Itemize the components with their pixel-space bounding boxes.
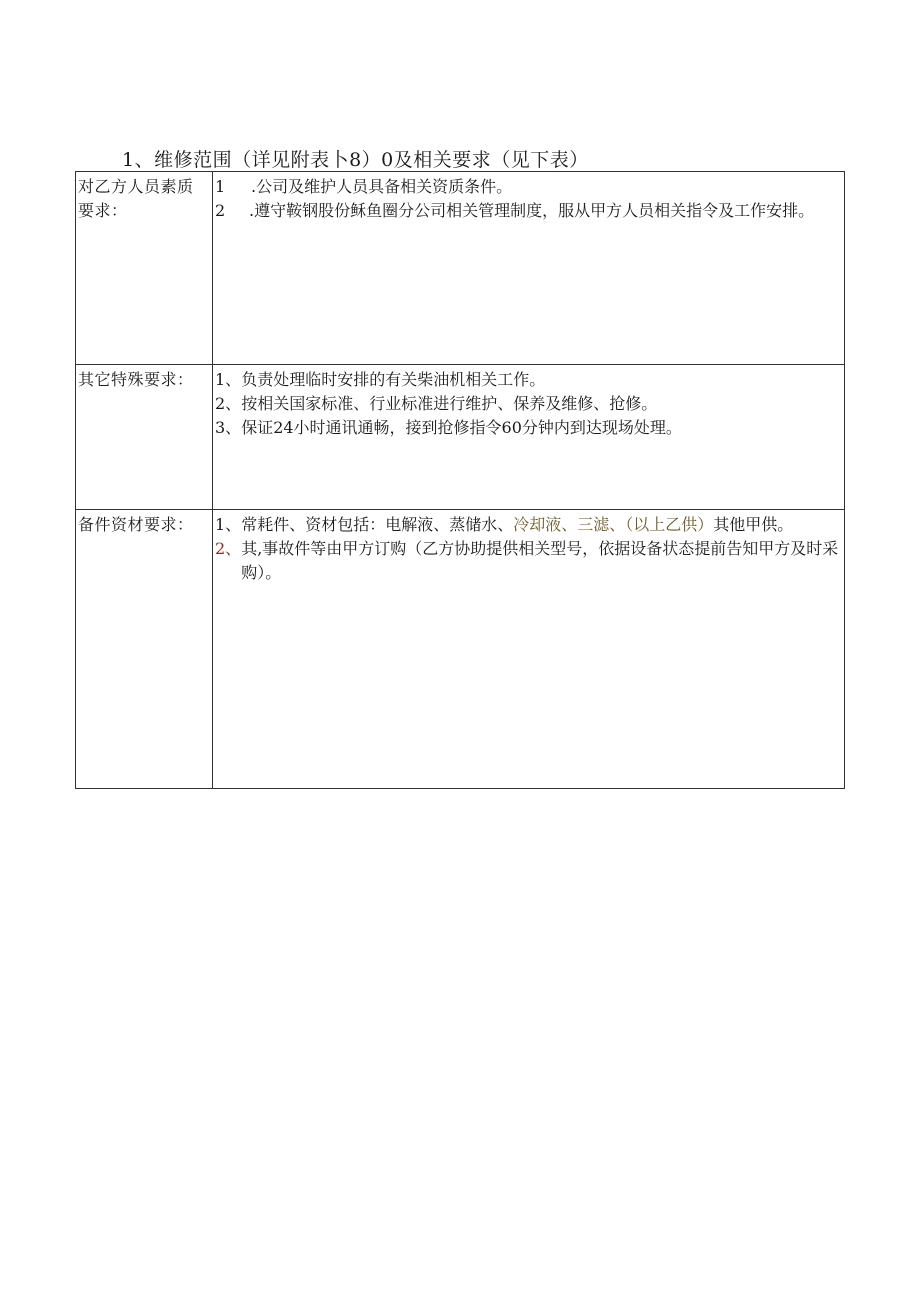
list-item [215, 175, 840, 199]
row-label: 其它特殊要求： [78, 370, 194, 389]
row-label-cell [76, 172, 213, 365]
table-row [76, 365, 845, 510]
item-text: 其,事故件等由甲方订购（乙方协助提供相关型号，依据设备状态提前告知甲方及时采购）。 [241, 539, 839, 582]
list-item [215, 199, 840, 223]
item-text: 按相关国家标准、行业标准进行维护、保养及维修、抢修。 [241, 394, 658, 413]
requirements-table [75, 171, 845, 789]
item-text [241, 513, 840, 537]
row-label: 对乙方人员素质要求： [78, 177, 194, 220]
list-item [215, 513, 840, 537]
row-content-cell [213, 510, 845, 789]
item-text: 负责处理临时安排的有关柴油机相关工作。 [241, 370, 546, 389]
item-text: .遵守鞍钢股份稣鱼圈分公司相关管理制度，服从甲方人员相关指令及工作安排。 [249, 201, 815, 220]
list-item [215, 392, 840, 416]
item-number: 2、 [215, 394, 242, 413]
section-heading: 1、维修范围（详见附表卜8）0及相关要求（见下表） [122, 149, 589, 171]
table-row [76, 510, 845, 789]
list-item [215, 368, 840, 392]
table-row [76, 172, 845, 365]
row-label-cell [76, 510, 213, 789]
item-text-highlight: 冷却液、三滤、（以上乙供） [513, 515, 714, 534]
item-number: 2 [215, 201, 226, 220]
item-number: 1、 [215, 515, 242, 534]
item-number: 1、 [215, 370, 242, 389]
row-content-cell [213, 172, 845, 365]
item-text: .公司及维护人员具备相关资质条件。 [251, 177, 513, 196]
row-label-cell [76, 365, 213, 510]
item-number: 2、 [215, 539, 242, 558]
item-number: 3、 [215, 418, 242, 437]
list-item [215, 537, 840, 585]
item-number: 1 [215, 177, 226, 196]
list-item [215, 416, 840, 440]
row-label: 备件资材要求： [78, 515, 194, 534]
item-text-part: 其他甲供。 [713, 515, 794, 534]
item-text: 保证24小时通讯通畅，接到抢修指令60分钟内到达现场处理。 [241, 418, 682, 437]
item-text-part: 常耗件、资材包括：电解液、蒸储水、 [241, 515, 514, 534]
row-content-cell [213, 365, 845, 510]
